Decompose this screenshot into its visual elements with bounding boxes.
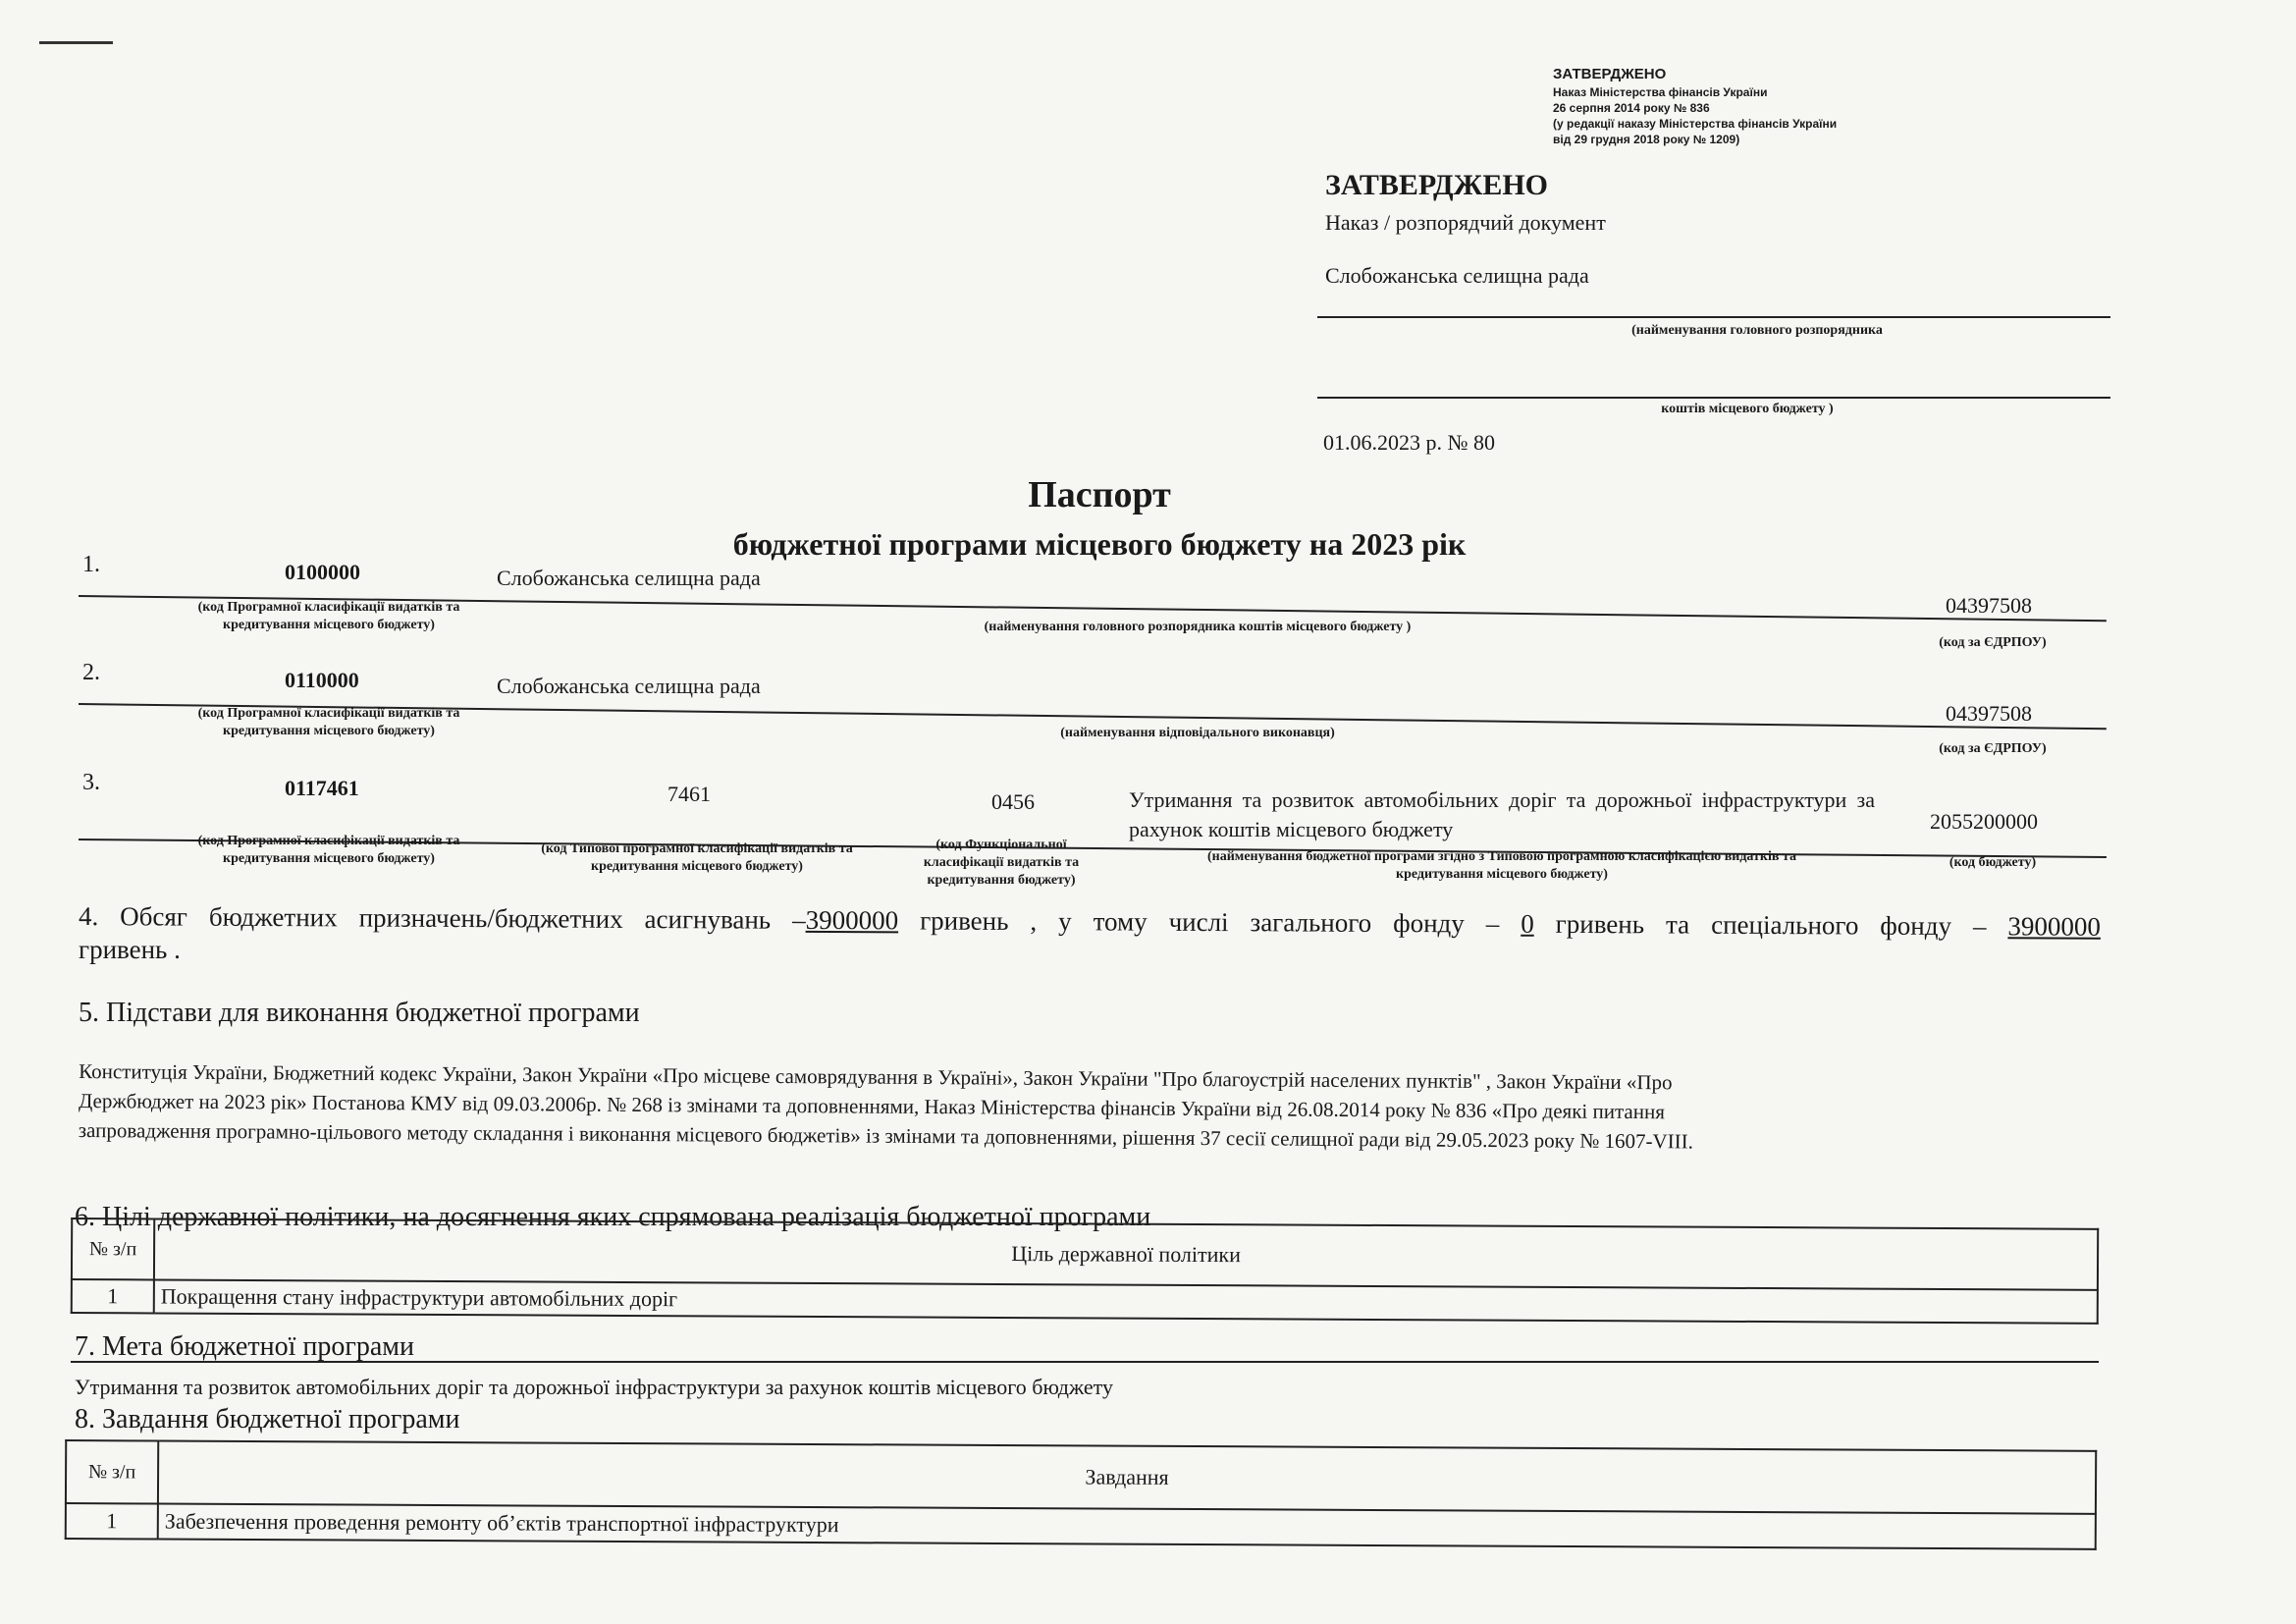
row1-caption-name: (найменування головного розпорядника коштів місцевого бюджету ): [984, 620, 1412, 634]
row2-edrpou: 04397508: [1946, 701, 2032, 726]
section4-prefix: 4. Обсяг бюджетних призначень/бюджетних асигнувань –: [78, 901, 806, 935]
approval-top: [1553, 65, 1837, 147]
row3-caption-name: (найменування бюджетної програми згідно з Типовою програмною класифікацією видатків та кредитування місцевого бюджету): [1207, 849, 1796, 882]
section4-mid2: гривень та спеціального фонду –: [1533, 908, 2008, 942]
approval-org-line: [1317, 316, 2110, 318]
row1-code: 0100000: [285, 560, 360, 584]
approval-second-line: [1317, 397, 2110, 399]
corner-mark: [39, 41, 113, 44]
row3-budget-code: 2055200000: [1930, 809, 2038, 834]
section6-col-num: № з/п: [72, 1218, 154, 1279]
section6-title: 6. Цілі державної політики, на досягнення яких спрямована реалізація бюджетної програми: [75, 1202, 1151, 1232]
row3-code: 0117461: [285, 776, 359, 800]
section5-title: 5. Підстави для виконання бюджетної програми: [79, 998, 640, 1028]
section8-row-num: 1: [66, 1503, 158, 1539]
section5-text: [79, 1056, 2121, 1160]
approval-top-line-2: 26 серпня 2014 року № 836: [1553, 101, 1710, 115]
row3-caption-budget: (код бюджету): [1949, 855, 2037, 870]
row3-caption-code: (код Програмної класифікації видатків та кредитування місцевого бюджету): [197, 834, 460, 866]
section4-suffix: гривень .: [79, 935, 181, 964]
section8-col-task: Завдання: [158, 1440, 2096, 1513]
row3-caption-functional: (код Функціональної класифікації видатків та кредитування бюджету): [923, 838, 1080, 888]
section8-col-num: № з/п: [66, 1440, 158, 1503]
approval-main-org: Слобожанська селищна рада: [1325, 263, 1589, 288]
row1-number: 1.: [82, 552, 100, 577]
section7-text: Утримання та розвиток автомобільних доріг та дорожньої інфраструктури за рахунок коштів місцевого бюджету: [75, 1375, 1113, 1399]
approval-main-title: ЗАТВЕРДЖЕНО: [1325, 169, 1548, 201]
section5-line-1: Конституція України, Бюджетний кодекс України, Закон України «Про місцеве самоврядування в Україні», Закон України "Про благоустрій населених пунктів" , Закон України «Про: [79, 1059, 1673, 1095]
approval-date-number: 01.06.2023 р. № 80: [1323, 430, 1495, 455]
approval-caption-2: коштів місцевого бюджету ): [1661, 402, 1834, 416]
row2-caption-edrpou: (код за ЄДРПОУ): [1939, 741, 2047, 756]
approval-top-line-1: Наказ Міністерства фінансів України: [1553, 85, 1768, 99]
row3-typical-code: 7461: [667, 782, 711, 806]
row2-name: Слобожанська селищна рада: [497, 674, 761, 698]
section5-line-2: Держбюджет на 2023 рік» Постанова КМУ від 09.03.2006р. № 268 із змінами та доповненнями, Наказ Міністерства фінансів України від 26.08.2014 року № 836 «Про деякі питання: [78, 1089, 1666, 1124]
row1-caption-edrpou: (код за ЄДРПОУ): [1939, 635, 2047, 650]
row2-number: 2.: [82, 660, 100, 685]
section4-volume: [79, 897, 2101, 946]
row2-caption-code: (код Програмної класифікації видатків та кредитування місцевого бюджету): [197, 706, 460, 738]
section5-line-3: запровадження програмно-цільового методу складання і виконання місцевого бюджетів» із змінами та доповненнями, рішення 37 сесії селищної ради від 29.05.2023 року № 1607-VIII.: [78, 1117, 1694, 1154]
row3-program-name: Утримання та розвиток автомобільних доріг та дорожньої інфраструктури за рахунок коштів місцевого бюджету: [1129, 787, 1875, 841]
page-title: Паспорт: [1028, 474, 1171, 515]
section4-special: 3900000: [2007, 911, 2102, 942]
page-subtitle: бюджетної програми місцевого бюджету на 2023 рік: [732, 526, 1467, 562]
approval-top-title: ЗАТВЕРДЖЕНО: [1553, 66, 1667, 82]
row3-number: 3.: [82, 770, 100, 795]
section6-row-text: Покращення стану інфраструктури автомобільних доріг: [154, 1279, 2098, 1323]
approval-main-subtitle: Наказ / розпорядчий документ: [1325, 210, 1606, 235]
row3-functional-code: 0456: [991, 789, 1035, 814]
section4-mid1: гривень , у тому числі загального фонду –: [898, 905, 1522, 939]
approval-caption-1: (найменування головного розпорядника: [1631, 323, 1883, 338]
section7-line: [71, 1361, 2099, 1363]
section6-col-goal: Ціль державної політики: [154, 1218, 2098, 1289]
section6-table: [71, 1218, 2099, 1325]
row3-caption-typical: (код Типової програмної класифікації видатків та кредитування місцевого бюджету): [541, 841, 853, 874]
section6-row-num: 1: [72, 1279, 154, 1313]
approval-top-line-4: від 29 грудня 2018 року № 1209): [1553, 133, 1740, 146]
section4-general: 0: [1521, 908, 1534, 939]
row1-caption-code: (код Програмної класифікації видатків та кредитування місцевого бюджету): [197, 600, 460, 632]
section7-title: 7. Мета бюджетної програми: [75, 1331, 414, 1362]
row2-code: 0110000: [285, 668, 359, 692]
section8-table: [65, 1439, 2098, 1550]
approval-top-line-3: (у редакції наказу Міністерства фінансів України: [1553, 117, 1838, 131]
row1-name: Слобожанська селищна рада: [497, 566, 761, 590]
section8-row-text: Забезпечення проведення ремонту об’єктів транспортної інфраструктури: [158, 1503, 2096, 1548]
row2-caption-name: (найменування відповідального виконавця): [1060, 726, 1335, 740]
section8-title: 8. Завдання бюджетної програми: [75, 1404, 460, 1435]
row1-edrpou: 04397508: [1946, 593, 2032, 618]
section4-total: 3900000: [805, 904, 899, 936]
